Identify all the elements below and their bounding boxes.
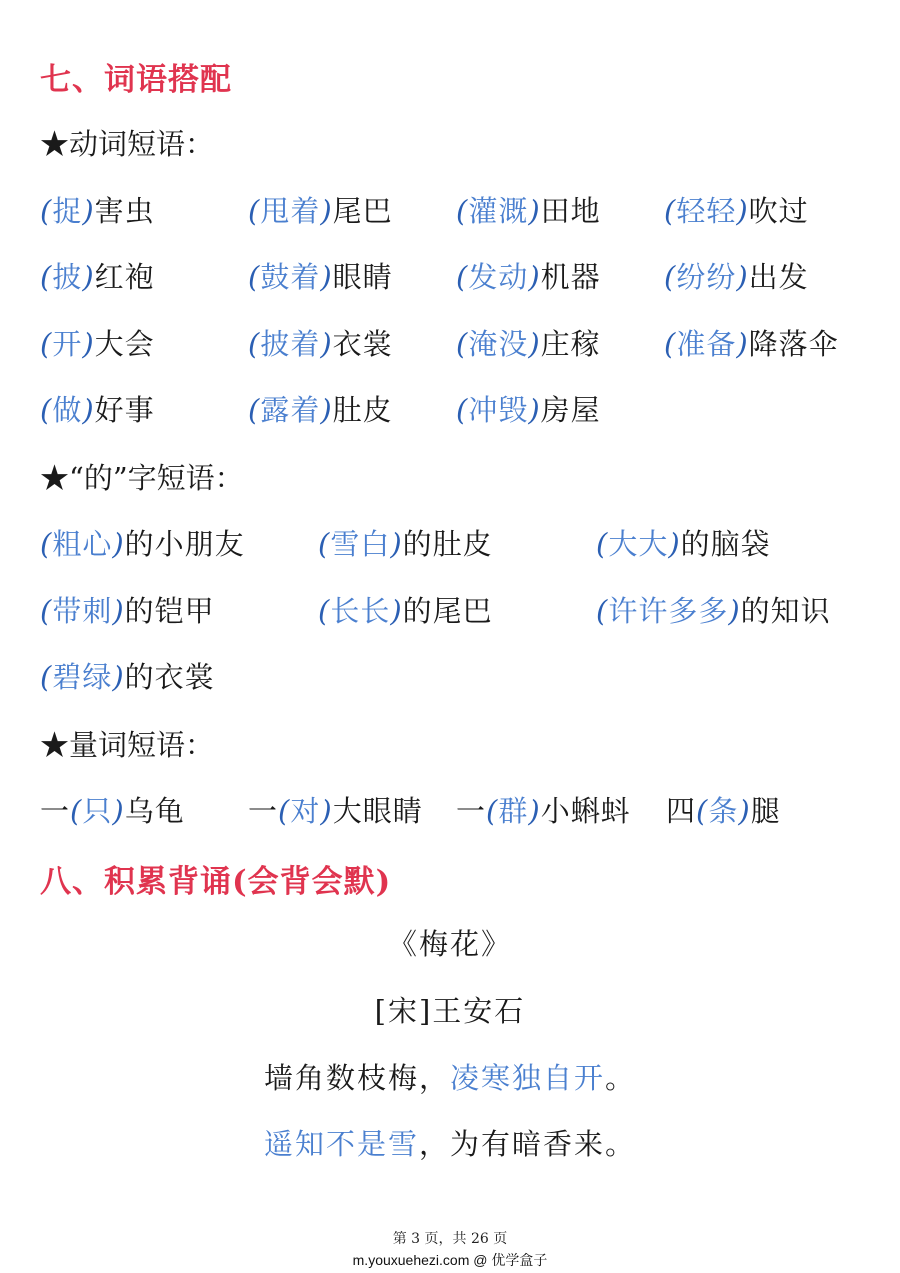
section-title-word-matching: 七、词语搭配 bbox=[40, 62, 232, 98]
verb-phrase-item: (披)红袍 bbox=[40, 260, 155, 294]
verb-phrase-item: (发动)机器 bbox=[456, 260, 601, 294]
section-title-recitation: 八、积累背诵(会背会默) bbox=[40, 864, 392, 900]
de-phrase-item: (碧绿)的衣裳 bbox=[40, 660, 215, 694]
de-phrase-item: (雪白)的肚皮 bbox=[318, 527, 493, 561]
de-row-3 bbox=[0, 655, 900, 695]
site-watermark: m.youxuehezi.com @ 优学盒子 bbox=[352, 1252, 548, 1268]
measure-phrase-item: 一(对)大眼睛 bbox=[248, 794, 423, 828]
de-phrase-item: (长长)的尾巴 bbox=[318, 594, 493, 628]
page-number: 第 3 页，共 26 页 bbox=[392, 1231, 508, 1247]
verb-row-4 bbox=[0, 388, 900, 428]
verb-phrase-item: (露着)肚皮 bbox=[248, 393, 393, 427]
de-row-2 bbox=[0, 589, 900, 629]
verb-phrase-item: (捉)害虫 bbox=[40, 194, 155, 228]
subheading-measure-phrases: ★量词短语： bbox=[40, 728, 215, 762]
de-row-1 bbox=[0, 522, 900, 562]
verb-phrase-item: (开)大会 bbox=[40, 327, 155, 361]
poem-line-1: 墙角数枝梅，凌寒独自开。 bbox=[263, 1061, 637, 1095]
de-phrase-item: (粗心)的小朋友 bbox=[40, 527, 245, 561]
de-phrase-item: (大大)的脑袋 bbox=[596, 527, 771, 561]
verb-row-1 bbox=[0, 189, 900, 229]
verb-row-3 bbox=[0, 322, 900, 362]
measure-phrase-item: 一(群)小蝌蚪 bbox=[456, 794, 631, 828]
verb-phrase-item: (轻轻)吹过 bbox=[664, 194, 809, 228]
verb-phrase-item: (鼓着)眼睛 bbox=[248, 260, 393, 294]
poem-title: 《梅花》 bbox=[387, 927, 512, 961]
subheading-de-phrases: ★“的”字短语： bbox=[40, 461, 244, 495]
verb-phrase-item: (冲毁)房屋 bbox=[456, 393, 601, 427]
verb-phrase-item: (灌溉)田地 bbox=[456, 194, 601, 228]
poem-line-2: 遥知不是雪，为有暗香来。 bbox=[263, 1127, 637, 1161]
verb-phrase-item: (做)好事 bbox=[40, 393, 155, 427]
verb-row-2 bbox=[0, 255, 900, 295]
subheading-verb-phrases: ★动词短语： bbox=[40, 127, 215, 161]
verb-phrase-item: (淹没)庄稼 bbox=[456, 327, 601, 361]
verb-phrase-item: (纷纷)出发 bbox=[664, 260, 809, 294]
verb-phrase-item: (披着)衣裳 bbox=[248, 327, 393, 361]
verb-phrase-item: (准备)降落伞 bbox=[664, 327, 839, 361]
de-phrase-item: (许许多多)的知识 bbox=[596, 594, 831, 628]
de-phrase-item: (带刺)的铠甲 bbox=[40, 594, 215, 628]
measure-row-1 bbox=[0, 789, 900, 829]
measure-phrase-item: 一(只)乌龟 bbox=[40, 794, 185, 828]
verb-phrase-item: (甩着)尾巴 bbox=[248, 194, 393, 228]
poem-author: [宋]王安石 bbox=[374, 994, 526, 1028]
measure-phrase-item: 四(条)腿 bbox=[666, 794, 781, 828]
